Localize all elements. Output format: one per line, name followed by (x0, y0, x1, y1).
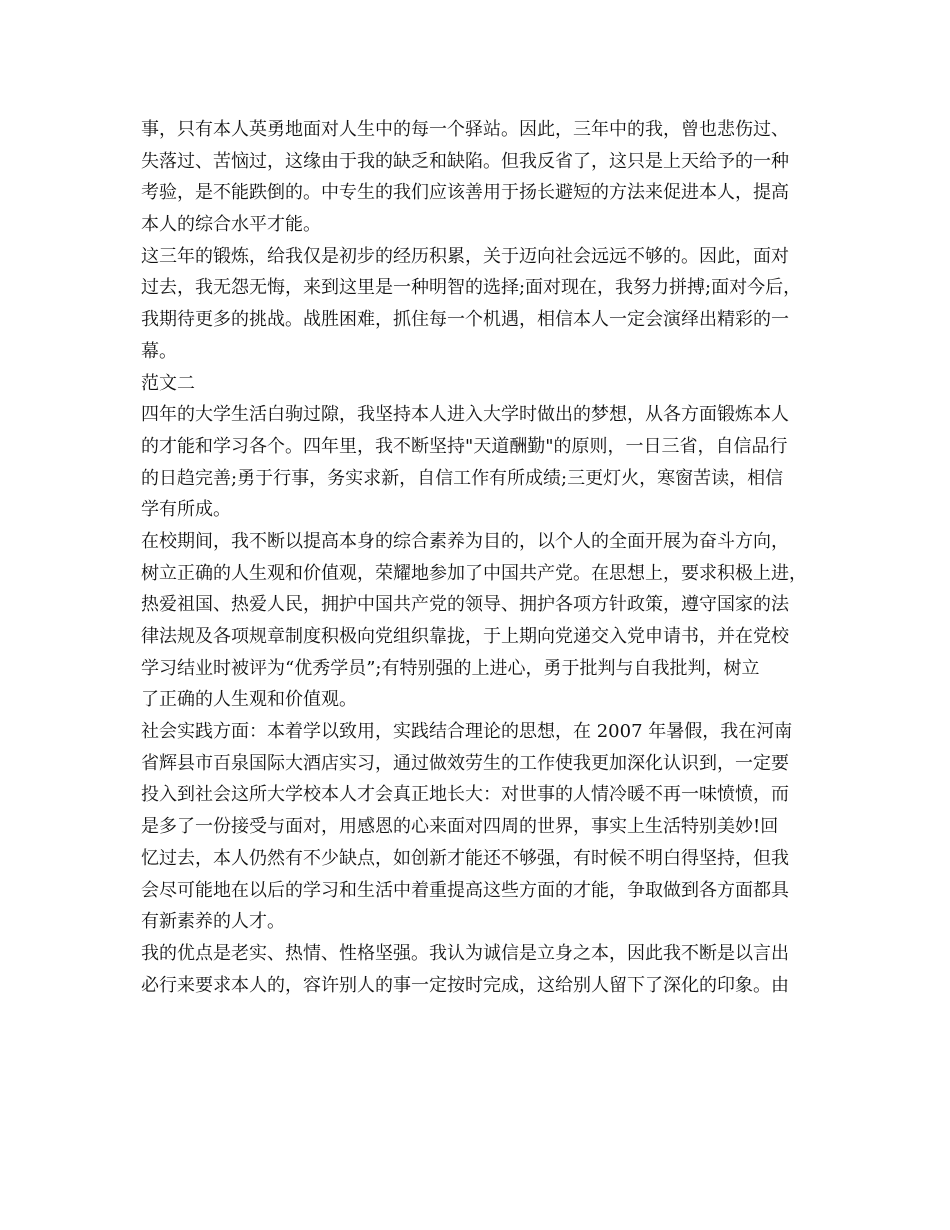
text-line: 律法规及各项规章制度积极向党组织靠拢，于上期向党递交入党申请书，并在党校 (141, 626, 789, 647)
text-line: 在校期间，我不断以提高本身的综合素养为目的，以个人的全面开展为奋斗方向， (141, 530, 789, 552)
text-line: 我期待更多的挑战。战胜困难，抓住每一个机遇，相信本人一定会演绎出精彩的一 (141, 309, 789, 331)
text-line: 了正确的人生观和价值观。 (141, 689, 357, 711)
text-line: 有新素养的人才。 (141, 911, 285, 933)
text-line: 幕。 (141, 340, 177, 362)
text-line: 考验，是不能跌倒的。中专生的我们应该善用于扬长避短的方法来促进本人，提高 (141, 182, 789, 204)
text-line: 学有所成。 (141, 499, 231, 521)
text-line: 事，只有本人英勇地面对人生中的每一个驿站。因此，三年中的我，曾也悲伤过、 (141, 119, 789, 140)
text-line: 会尽可能地在以后的学习和生活中着重提高这些方面的才能，争取做到各方面都具 (141, 879, 789, 901)
text-line: 这三年的锻炼，给我仅是初步的经历积累，关于迈向社会远远不够的。因此，面对 (141, 245, 789, 267)
text-line: 是多了一份接受与面对，用感恩的心来面对四周的世界，事实上生活特别美妙!回 (141, 816, 779, 838)
text-line: 过去，我无怨无悔，来到这里是一种明智的选择;面对现在，我努力拼搏;面对今后， (141, 277, 802, 299)
text-line: 忆过去，本人仍然有不少缺点，如创新才能还不够强，有时候不明白得坚持，但我 (141, 847, 789, 869)
text-line: 学习结业时被评为“优秀学员”;有特别强的上进心，勇于批判与自我批判，树立 (141, 657, 760, 679)
document-body (141, 114, 831, 1001)
text-line: 热爱祖国、热爱人民，拥护中国共产党的领导、拥护各项方针政策，遵守国家的法 (141, 594, 789, 616)
text-line: 省辉县市百泉国际大酒店实习，通过做效劳生的工作使我更加深化认识到，一定要 (141, 752, 789, 774)
section-heading: 范文二 (141, 372, 195, 394)
text-line: 必行来要求本人的，容许别人的事一定按时完成，这给别人留下了深化的印象。由 (141, 974, 789, 996)
text-line: 的日趋完善;勇于行事，务实求新，自信工作有所成绩;三更灯火，寒窗苦读，相信 (141, 467, 784, 489)
text-line: 四年的大学生活白驹过隙，我坚持本人进入大学时做出的梦想，从各方面锻炼本人 (141, 404, 789, 426)
text-line: 社会实践方面：本着学以致用，实践结合理论的思想，在 2007 年暑假，我在河南 (141, 721, 793, 743)
text-line: 失落过、苦恼过，这缘由于我的缺乏和缺陷。但我反省了，这只是上天给予的一种 (141, 150, 789, 172)
text-line: 投入到社会这所大学校本人才会真正地长大：对世事的人情冷暖不再一味愤愤，而 (141, 784, 789, 806)
text-line: 本人的综合水平才能。 (141, 214, 321, 236)
text-line: 的才能和学习各个。四年里，我不断坚持"天道酬勤"的原则，一日三省，自信品行 (141, 435, 788, 457)
text-line: 树立正确的人生观和价值观，荣耀地参加了中国共产党。在思想上，要求积极上进， (141, 562, 807, 584)
text-line: 我的优点是老实、热情、性格坚强。我认为诚信是立身之本，因此我不断是以言出 (141, 942, 789, 964)
